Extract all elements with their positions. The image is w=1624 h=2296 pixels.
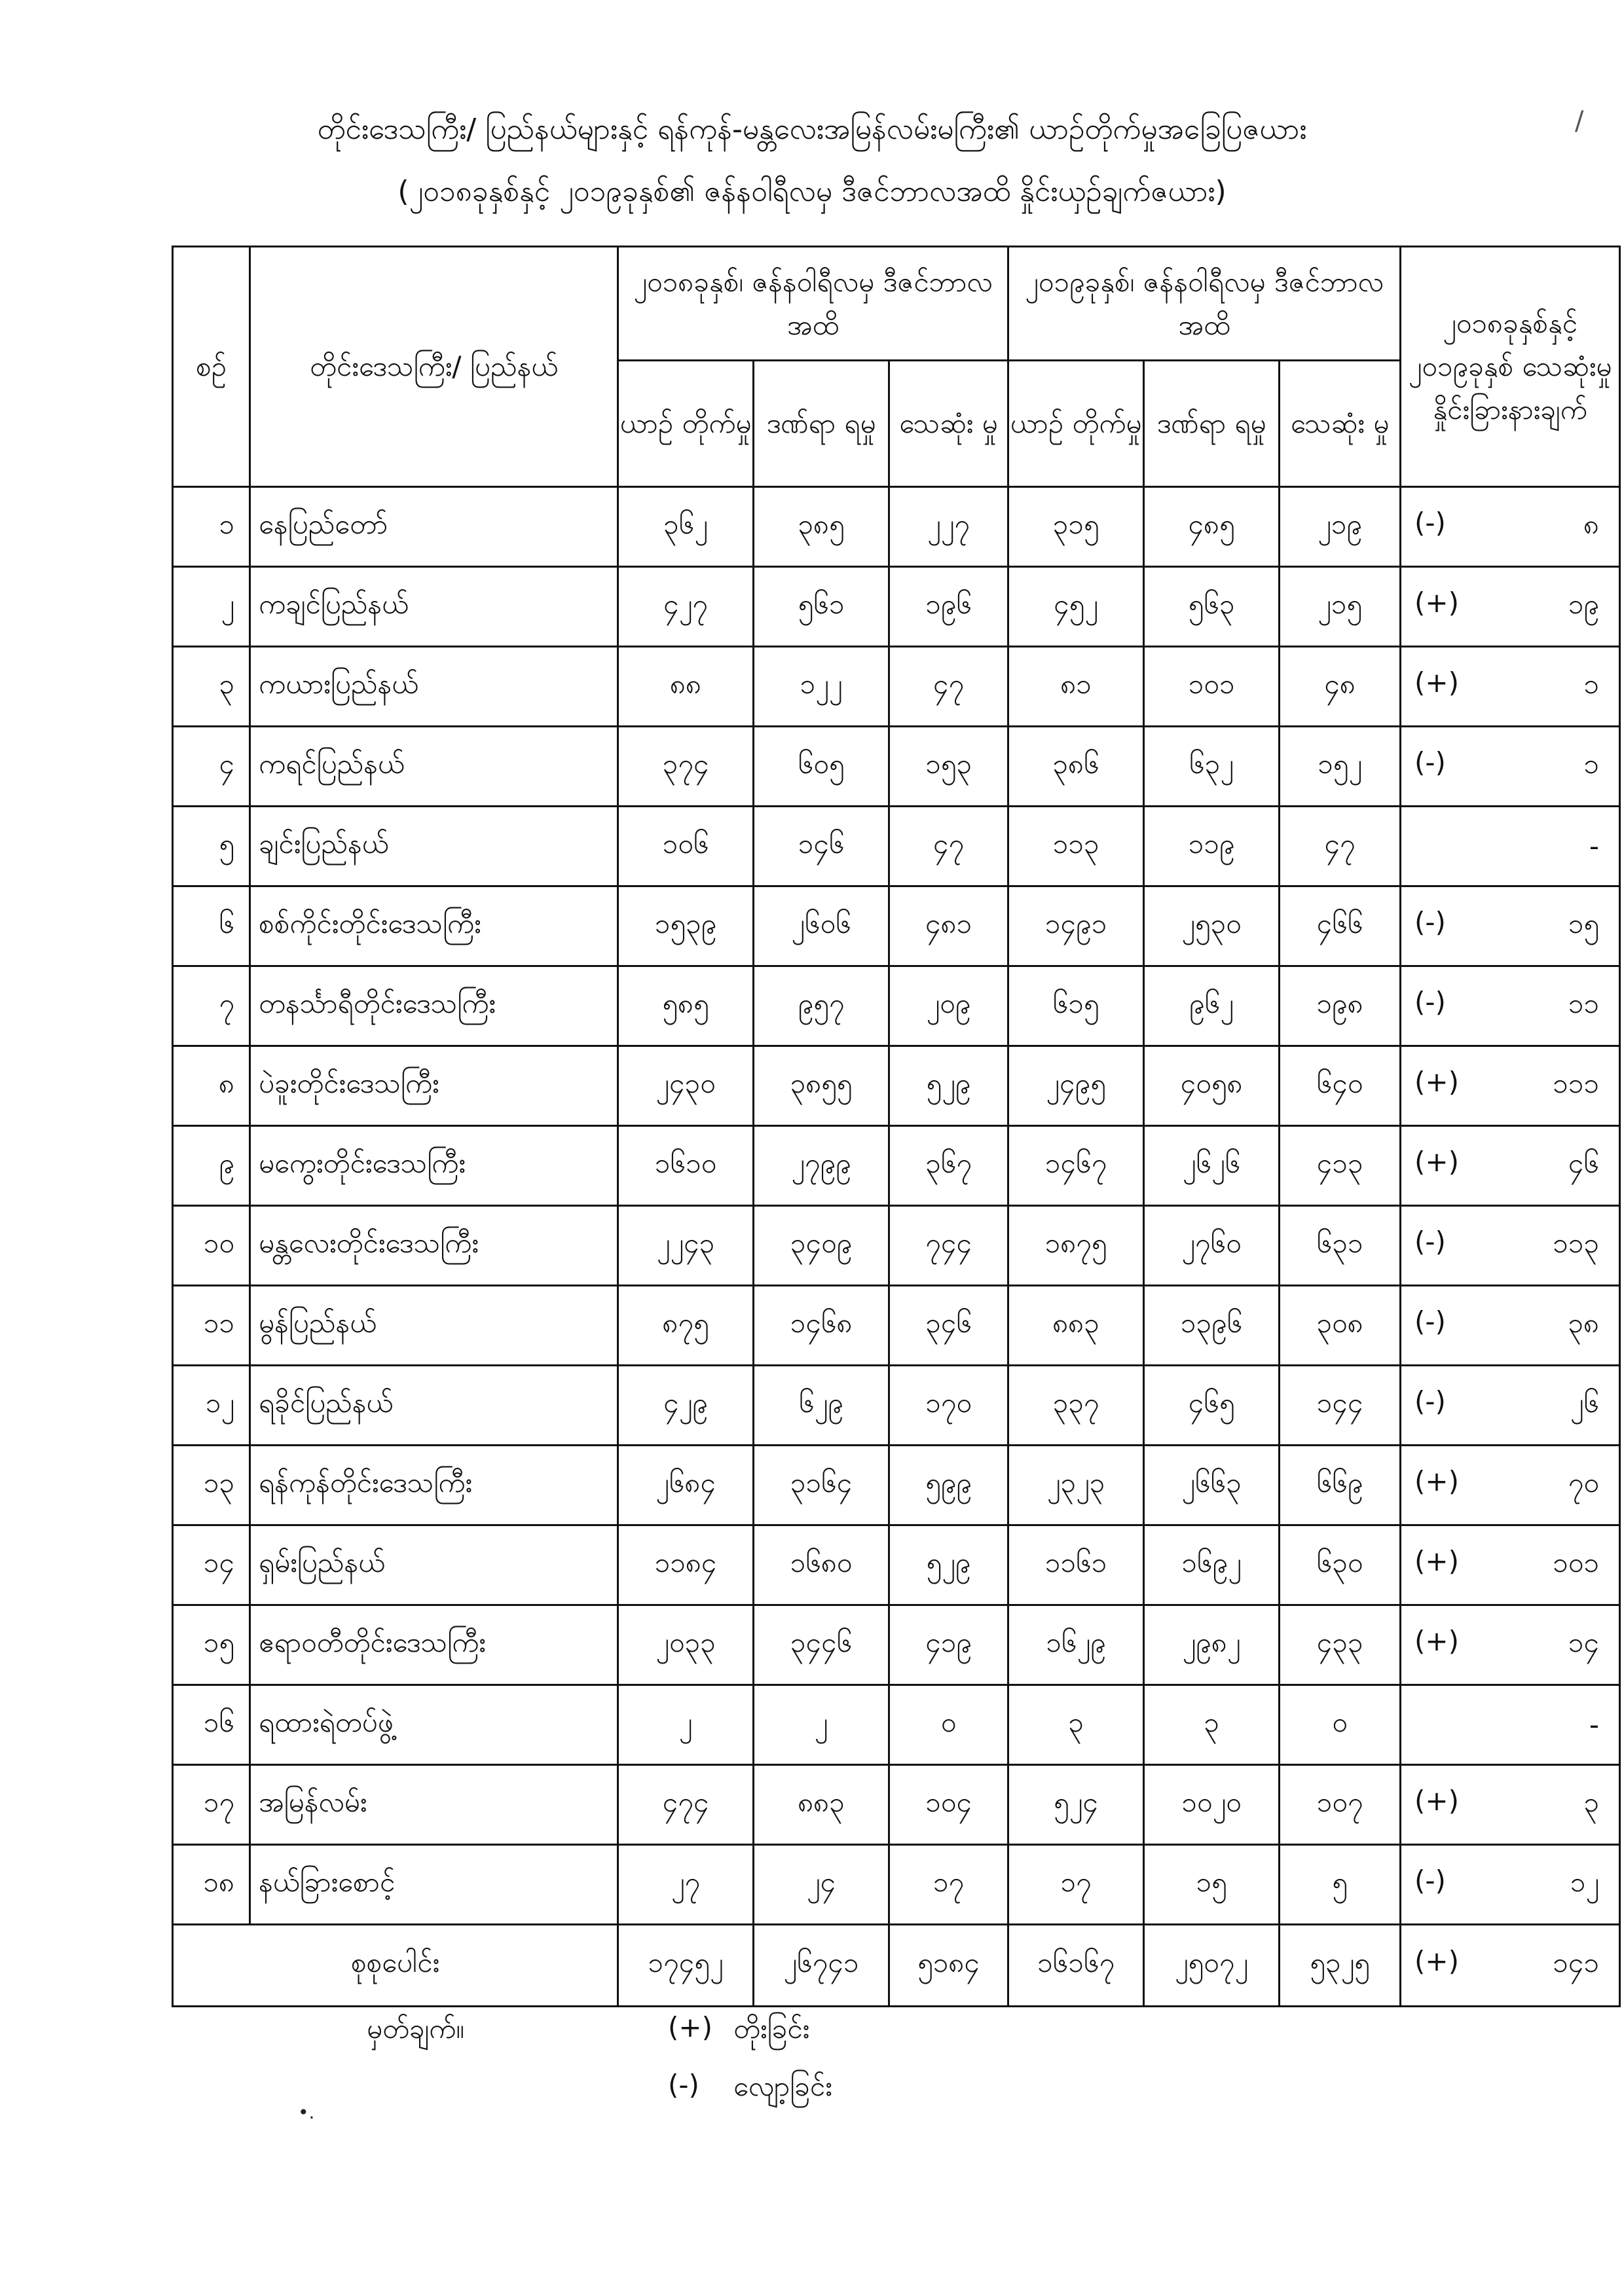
row-region: နေပြည်တော် — [250, 487, 618, 567]
cell-injured-2019: ၆၃၂ — [1144, 727, 1280, 807]
diff-value: - — [1589, 830, 1600, 862]
cell-deaths-2018: ၄၇ — [889, 807, 1008, 886]
cell-diff — [1401, 727, 1620, 807]
cell-diff — [1401, 966, 1620, 1046]
cell-deaths-2019: ၂၁၉ — [1280, 487, 1401, 567]
cell-deaths-2018: ၁၇ — [889, 1845, 1008, 1925]
cell-deaths-2018: ၄၈၁ — [889, 886, 1008, 966]
cell-diff — [1401, 1206, 1620, 1286]
row-region: ကယားပြည်နယ် — [250, 647, 618, 727]
cell-injured-2018: ၃၄၀၉ — [754, 1206, 889, 1286]
cell-injured-2018: ၁၆၈၀ — [754, 1525, 889, 1605]
row-number: ၅ — [173, 807, 250, 886]
cell-accidents-2019: ၁၆၂၉ — [1008, 1605, 1144, 1685]
cell-deaths-2019: ၄၁၃ — [1280, 1126, 1401, 1206]
cell-diff — [1401, 1046, 1620, 1126]
total-deaths-2019: ၅၃၂၅ — [1280, 1925, 1401, 2007]
header-accidents-2019: ယာဉ် တိုက်မှု — [1008, 361, 1144, 487]
cell-injured-2018: ၁၄၆၈ — [754, 1286, 889, 1366]
cell-diff — [1401, 1685, 1620, 1765]
row-region: မွန်ပြည်နယ် — [250, 1286, 618, 1366]
cell-accidents-2019: ၅၂၄ — [1008, 1765, 1144, 1845]
table-row — [173, 1845, 1620, 1925]
cell-injured-2019: ၁၃၉၆ — [1144, 1286, 1280, 1366]
cell-accidents-2019: ၆၁၅ — [1008, 966, 1144, 1046]
cell-deaths-2019: ၆၃၀ — [1280, 1525, 1401, 1605]
cell-deaths-2018: ၂၀၉ — [889, 966, 1008, 1046]
cell-deaths-2019: ၄၃၃ — [1280, 1605, 1401, 1685]
legend-plus-sign: (+) — [668, 2011, 712, 2043]
cell-deaths-2018: ၁၇၀ — [889, 1366, 1008, 1446]
cell-injured-2018: ၃၄၄၆ — [754, 1605, 889, 1685]
legend-plus-text: တိုးခြင်း — [733, 2013, 810, 2045]
cell-deaths-2019: ၀ — [1280, 1685, 1401, 1765]
table-row — [173, 1366, 1620, 1446]
cell-injured-2018: ၃၈၅ — [754, 487, 889, 567]
cell-deaths-2018: ၅၂၉ — [889, 1525, 1008, 1605]
table-row — [173, 1685, 1620, 1765]
total-accidents-2019: ၁၆၁၆၇ — [1008, 1925, 1144, 2007]
cell-injured-2019: ၁၀၁ — [1144, 647, 1280, 727]
legend-minus-text: လျော့ခြင်း — [733, 2070, 832, 2102]
row-number: ၇ — [173, 966, 250, 1046]
cell-accidents-2018: ၃၇၄ — [618, 727, 754, 807]
row-number: ၈ — [173, 1046, 250, 1126]
cell-diff — [1401, 1845, 1620, 1925]
diff-value: ၁၅ — [1568, 907, 1600, 939]
cell-deaths-2018: ၇၄၄ — [889, 1206, 1008, 1286]
cell-diff — [1401, 1605, 1620, 1685]
accident-table — [172, 246, 1621, 2007]
cell-accidents-2019: ၂၄၉၅ — [1008, 1046, 1144, 1126]
cell-deaths-2018: ၁၀၄ — [889, 1765, 1008, 1845]
header-accidents-2018: ယာဉ် တိုက်မှု — [618, 361, 754, 487]
row-number: ၁၃ — [173, 1446, 250, 1525]
cell-accidents-2019: ၃၁၅ — [1008, 487, 1144, 567]
cell-injured-2018: ၂၄ — [754, 1845, 889, 1925]
cell-accidents-2019: ၁၄၆၇ — [1008, 1126, 1144, 1206]
diff-sign: (+) — [1414, 1544, 1459, 1577]
diff-value: ၁ — [1583, 667, 1600, 700]
cell-accidents-2019: ၄၅၂ — [1008, 567, 1144, 647]
cell-accidents-2018: ၂ — [618, 1685, 754, 1765]
row-number: ၁၄ — [173, 1525, 250, 1605]
diff-value: ၂၆ — [1570, 1386, 1600, 1419]
cell-injured-2019: ၃ — [1144, 1685, 1280, 1765]
cell-deaths-2019: ၂၁၅ — [1280, 567, 1401, 647]
row-number: ၁၀ — [173, 1206, 250, 1286]
diff-sign: (+) — [1414, 586, 1459, 619]
cell-accidents-2018: ၂၇ — [618, 1845, 754, 1925]
diff-value: ၁ — [1583, 747, 1600, 780]
diff-value: ၁၁ — [1568, 987, 1600, 1019]
cell-accidents-2019: ၃ — [1008, 1685, 1144, 1765]
cell-injured-2019: ၂၇၆၀ — [1144, 1206, 1280, 1286]
diff-sign: (+) — [1414, 1065, 1459, 1098]
cell-diff — [1401, 567, 1620, 647]
cell-deaths-2019: ၅ — [1280, 1845, 1401, 1925]
total-diff — [1401, 1925, 1620, 2007]
row-region: အမြန်လမ်း — [250, 1765, 618, 1845]
row-region: ဧရာဝတီတိုင်းဒေသကြီး — [250, 1605, 618, 1685]
cell-accidents-2018: ၂၂၄၃ — [618, 1206, 754, 1286]
total-row — [173, 1925, 1620, 2007]
cell-accidents-2018: ၁၅၃၉ — [618, 886, 754, 966]
cell-diff — [1401, 886, 1620, 966]
cell-injured-2018: ၅၆၁ — [754, 567, 889, 647]
cell-accidents-2018: ၁၆၁၀ — [618, 1126, 754, 1206]
diff-value: ၁၀၁ — [1553, 1546, 1600, 1578]
cell-accidents-2018: ၂၀၃၃ — [618, 1605, 754, 1685]
diff-value: ၈ — [1583, 507, 1600, 540]
row-number: ၁၆ — [173, 1685, 250, 1765]
cell-accidents-2018: ၈၇၅ — [618, 1286, 754, 1366]
row-region: ရထားရဲတပ်ဖွဲ့ — [250, 1685, 618, 1765]
row-number: ၄ — [173, 727, 250, 807]
row-region: ချင်းပြည်နယ် — [250, 807, 618, 886]
cell-injured-2019: ၂၉၈၂ — [1144, 1605, 1280, 1685]
row-region: မန္တလေးတိုင်းဒေသကြီး — [250, 1206, 618, 1286]
cell-deaths-2018: ၃၄၆ — [889, 1286, 1008, 1366]
diff-sign: (-) — [1414, 905, 1446, 938]
cell-accidents-2018: ၁၁၈၄ — [618, 1525, 754, 1605]
cell-injured-2018: ၂ — [754, 1685, 889, 1765]
diff-value: ၃ — [1583, 1785, 1600, 1818]
cell-injured-2019: ၄၈၅ — [1144, 487, 1280, 567]
legend-label: မှတ်ချက်။ — [367, 2013, 464, 2045]
table-row — [173, 966, 1620, 1046]
cell-accidents-2019: ၃၃၇ — [1008, 1366, 1144, 1446]
stray-mark: / — [1575, 106, 1584, 136]
cell-deaths-2018: ၄၇ — [889, 647, 1008, 727]
diff-sign: (+) — [1414, 1145, 1459, 1178]
row-number: ၂ — [173, 567, 250, 647]
diff-value: ၇၀ — [1568, 1466, 1600, 1499]
cell-injured-2019: ၄၀၅၈ — [1144, 1046, 1280, 1126]
page-title: တိုင်းဒေသကြီး/ ပြည်နယ်များနှင့် ရန်ကုန်-မန္တလေးအမြန်လမ်းမကြီး၏ ယာဉ်တိုက်မှုအခြေပြဇယား — [317, 113, 1307, 146]
cell-deaths-2019: ၄၈ — [1280, 647, 1401, 727]
cell-injured-2018: ၆၂၉ — [754, 1366, 889, 1446]
cell-injured-2018: ၂၇၉၉ — [754, 1126, 889, 1206]
cell-diff — [1401, 1286, 1620, 1366]
row-region: မကွေးတိုင်းဒေသကြီး — [250, 1126, 618, 1206]
cell-accidents-2019: ၁၁၆၁ — [1008, 1525, 1144, 1605]
cell-deaths-2018: ၀ — [889, 1685, 1008, 1765]
cell-injured-2018: ၁၄၆ — [754, 807, 889, 886]
diff-sign: (-) — [1414, 1385, 1446, 1417]
cell-injured-2018: ၃၈၅၅ — [754, 1046, 889, 1126]
table-row — [173, 1046, 1620, 1126]
diff-value: ၁၄ — [1568, 1626, 1600, 1658]
row-number: ၉ — [173, 1126, 250, 1206]
cell-deaths-2018: ၅၂၉ — [889, 1046, 1008, 1126]
diff-value: ၁၁၁ — [1553, 1066, 1600, 1099]
header-no: စဉ် — [173, 247, 250, 487]
cell-accidents-2019: ၁၈၇၅ — [1008, 1206, 1144, 1286]
header-period-2019: ၂၀၁၉ခုနှစ်၊ ဇန်နဝါရီလမှ ဒီဇင်ဘာလအထိ — [1008, 247, 1401, 361]
header-comparison: ၂၀၁၈ခုနှစ်နှင့် ၂၀၁၉ခုနှစ် သေဆုံးမှုနှိုင်းခြားနားချက် — [1401, 247, 1620, 487]
cell-injured-2018: ၈၈၃ — [754, 1765, 889, 1845]
diff-sign: (-) — [1414, 1225, 1446, 1258]
total-label: စုစုပေါင်း — [173, 1925, 618, 2007]
cell-diff — [1401, 1446, 1620, 1525]
cell-deaths-2018: ၃၆၇ — [889, 1126, 1008, 1206]
table-row — [173, 1126, 1620, 1206]
diff-sign: (+) — [1414, 666, 1459, 699]
footer-mark: •. — [298, 2102, 315, 2123]
cell-injured-2018: ၂၆၀၆ — [754, 886, 889, 966]
cell-deaths-2019: ၁၉၈ — [1280, 966, 1401, 1046]
cell-deaths-2019: ၃၀၈ — [1280, 1286, 1401, 1366]
cell-accidents-2019: ၈၁ — [1008, 647, 1144, 727]
diff-value: ၁၁၃ — [1553, 1226, 1600, 1259]
cell-accidents-2019: ၂၃၂၃ — [1008, 1446, 1144, 1525]
diff-value: ၁၂ — [1570, 1865, 1600, 1898]
table-row — [173, 1525, 1620, 1605]
header-injured-2018: ဒဏ်ရာ ရမှု — [754, 361, 889, 487]
row-region: တနင်္သာရီတိုင်းဒေသကြီး — [250, 966, 618, 1046]
page-subtitle: (၂၀၁၈ခုနှစ်နှင့် ၂၀၁၉ခုနှစ်၏ ဇန်နဝါရီလမှ ဒီဇင်ဘာလအထိ နှိုင်းယှဉ်ချက်ဇယား) — [397, 175, 1227, 208]
row-region: နယ်ခြားစောင့် — [250, 1845, 618, 1925]
cell-accidents-2018: ၄၇၄ — [618, 1765, 754, 1845]
row-number: ၁ — [173, 487, 250, 567]
cell-accidents-2018: ၅၈၅ — [618, 966, 754, 1046]
cell-diff — [1401, 487, 1620, 567]
cell-injured-2019: ၂၆၆၃ — [1144, 1446, 1280, 1525]
table-row — [173, 727, 1620, 807]
cell-deaths-2019: ၆၃၁ — [1280, 1206, 1401, 1286]
cell-injured-2019: ၅၆၃ — [1144, 567, 1280, 647]
row-region: ရခိုင်ပြည်နယ် — [250, 1366, 618, 1446]
row-region: ရန်ကုန်တိုင်းဒေသကြီး — [250, 1446, 618, 1525]
row-number: ၁၇ — [173, 1765, 250, 1845]
cell-deaths-2019: ၄၇ — [1280, 807, 1401, 886]
row-number: ၁၅ — [173, 1605, 250, 1685]
diff-sign: (-) — [1414, 746, 1446, 778]
diff-value: ၁၉ — [1568, 587, 1600, 620]
cell-diff — [1401, 1525, 1620, 1605]
total-injured-2019: ၂၅၀၇၂ — [1144, 1925, 1280, 2007]
table-row — [173, 567, 1620, 647]
cell-injured-2018: ၁၂၂ — [754, 647, 889, 727]
row-region: ရှမ်းပြည်နယ် — [250, 1525, 618, 1605]
table-row — [173, 487, 1620, 567]
cell-accidents-2019: ၈၈၃ — [1008, 1286, 1144, 1366]
cell-injured-2019: ၁၅ — [1144, 1845, 1280, 1925]
cell-injured-2019: ၁၀၂၀ — [1144, 1765, 1280, 1845]
cell-diff — [1401, 1126, 1620, 1206]
cell-deaths-2019: ၄၆၆ — [1280, 886, 1401, 966]
table-row — [173, 647, 1620, 727]
cell-accidents-2018: ၄၂၉ — [618, 1366, 754, 1446]
total-accidents-2018: ၁၇၄၅၂ — [618, 1925, 754, 2007]
cell-injured-2019: ၂၅၃၀ — [1144, 886, 1280, 966]
header-period-2018: ၂၀၁၈ခုနှစ်၊ ဇန်နဝါရီလမှ ဒီဇင်ဘာလအထိ — [618, 247, 1008, 361]
row-region: စစ်ကိုင်းတိုင်းဒေသကြီး — [250, 886, 618, 966]
cell-deaths-2018: ၅၉၉ — [889, 1446, 1008, 1525]
table-row — [173, 1286, 1620, 1366]
table-row — [173, 1605, 1620, 1685]
cell-injured-2018: ၆၀၅ — [754, 727, 889, 807]
cell-accidents-2018: ၂၆၈၄ — [618, 1446, 754, 1525]
cell-accidents-2019: ၃၈၆ — [1008, 727, 1144, 807]
diff-sign: (-) — [1414, 506, 1446, 539]
row-region: ကရင်ပြည်နယ် — [250, 727, 618, 807]
cell-injured-2018: ၉၅၇ — [754, 966, 889, 1046]
cell-deaths-2019: ၆၄၀ — [1280, 1046, 1401, 1126]
cell-injured-2019: ၄၆၅ — [1144, 1366, 1280, 1446]
legend-minus-sign: (-) — [668, 2069, 699, 2101]
cell-accidents-2018: ၈၈ — [618, 647, 754, 727]
cell-diff — [1401, 647, 1620, 727]
cell-deaths-2018: ၂၂၇ — [889, 487, 1008, 567]
header-deaths-2018: သေဆုံး မှု — [889, 361, 1008, 487]
cell-accidents-2019: ၁၇ — [1008, 1845, 1144, 1925]
cell-deaths-2018: ၄၁၉ — [889, 1605, 1008, 1685]
cell-accidents-2019: ၁၄၉၁ — [1008, 886, 1144, 966]
diff-sign: (+) — [1414, 1624, 1459, 1657]
diff-sign: (-) — [1414, 1305, 1446, 1338]
diff-sign: (+) — [1414, 1784, 1459, 1817]
total-diff-value: ၁၄၁ — [1553, 1946, 1600, 1978]
cell-deaths-2018: ၁၅၃ — [889, 727, 1008, 807]
table-row — [173, 1206, 1620, 1286]
header-injured-2019: ဒဏ်ရာ ရမှု — [1144, 361, 1280, 487]
cell-deaths-2019: ၁၀၇ — [1280, 1765, 1401, 1845]
cell-accidents-2019: ၁၁၃ — [1008, 807, 1144, 886]
header-region: တိုင်းဒေသကြီး/ ပြည်နယ် — [250, 247, 618, 487]
cell-diff — [1401, 1366, 1620, 1446]
header-deaths-2019: သေဆုံး မှု — [1280, 361, 1401, 487]
diff-value: ၃၈ — [1568, 1306, 1600, 1339]
row-region: ပဲခူးတိုင်းဒေသကြီး — [250, 1046, 618, 1126]
diff-sign: (-) — [1414, 1864, 1446, 1897]
table-row — [173, 1446, 1620, 1525]
cell-deaths-2018: ၁၉၆ — [889, 567, 1008, 647]
cell-injured-2018: ၃၁၆၄ — [754, 1446, 889, 1525]
cell-deaths-2019: ၆၆၉ — [1280, 1446, 1401, 1525]
diff-value: ၄၆ — [1568, 1146, 1600, 1179]
total-injured-2018: ၂၆၇၄၁ — [754, 1925, 889, 2007]
cell-injured-2019: ၁၆၉၂ — [1144, 1525, 1280, 1605]
cell-injured-2019: ၂၆၂၆ — [1144, 1126, 1280, 1206]
cell-diff — [1401, 807, 1620, 886]
cell-accidents-2018: ၄၂၇ — [618, 567, 754, 647]
cell-injured-2019: ၁၁၉ — [1144, 807, 1280, 886]
row-number: ၃ — [173, 647, 250, 727]
cell-deaths-2019: ၁၅၂ — [1280, 727, 1401, 807]
total-deaths-2018: ၅၁၈၄ — [889, 1925, 1008, 2007]
row-region: ကချင်ပြည်နယ် — [250, 567, 618, 647]
table-row — [173, 886, 1620, 966]
cell-deaths-2019: ၁၄၄ — [1280, 1366, 1401, 1446]
cell-injured-2019: ၉၆၂ — [1144, 966, 1280, 1046]
table-row — [173, 807, 1620, 886]
cell-accidents-2018: ၃၆၂ — [618, 487, 754, 567]
cell-accidents-2018: ၁၀၆ — [618, 807, 754, 886]
cell-accidents-2018: ၂၄၃၀ — [618, 1046, 754, 1126]
row-number: ၁၁ — [173, 1286, 250, 1366]
total-diff-sign: (+) — [1414, 1945, 1459, 1977]
cell-diff — [1401, 1765, 1620, 1845]
diff-sign: (-) — [1414, 985, 1446, 1018]
row-number: ၁၂ — [173, 1366, 250, 1446]
row-number: ၁၈ — [173, 1845, 250, 1925]
table-row — [173, 1765, 1620, 1845]
row-number: ၆ — [173, 886, 250, 966]
diff-value: - — [1589, 1709, 1600, 1741]
diff-sign: (+) — [1414, 1465, 1459, 1497]
